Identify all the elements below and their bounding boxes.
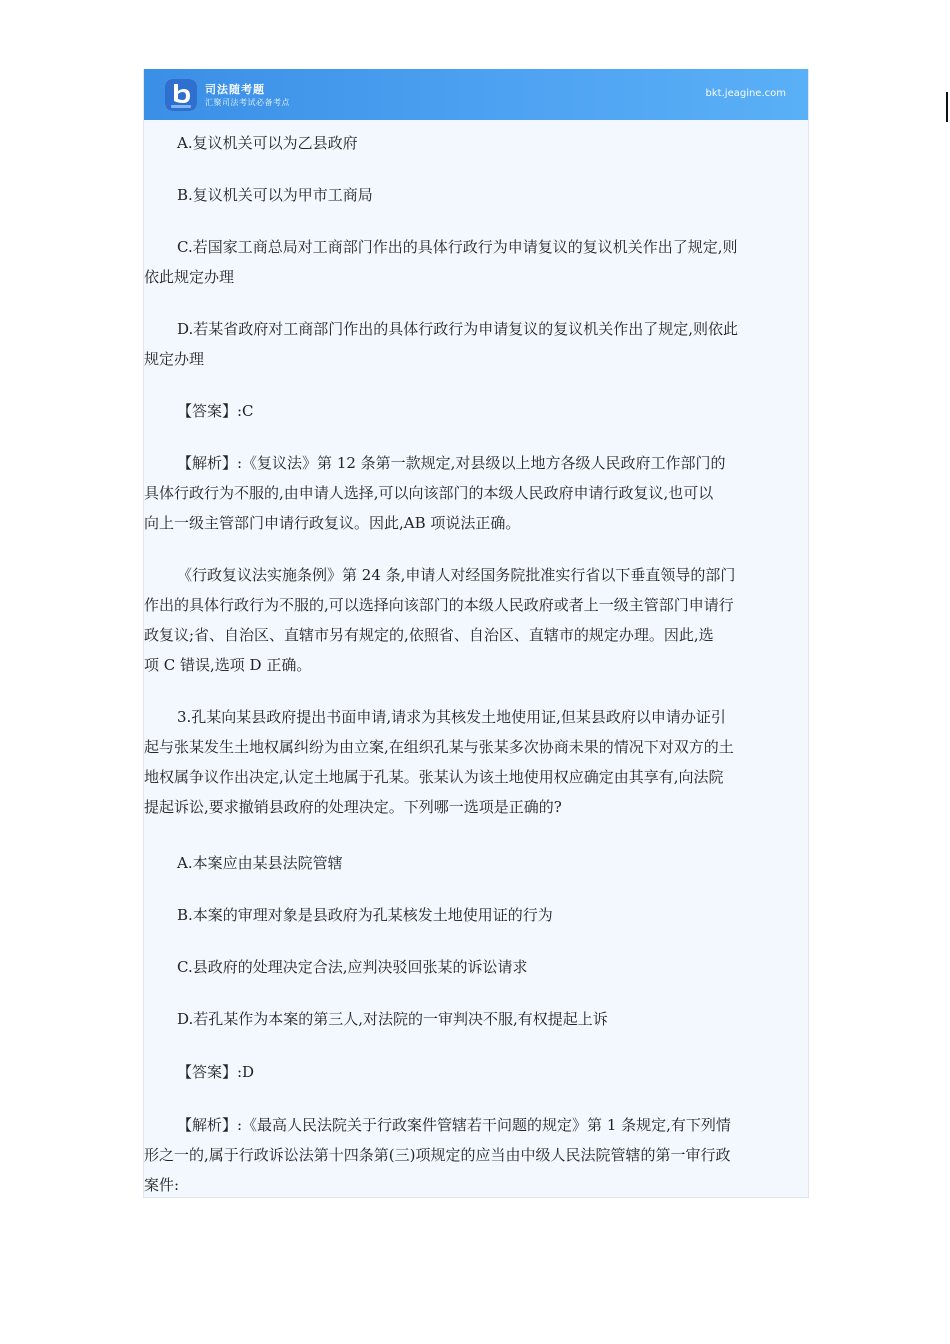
q2-option-c: C.若国家工商总局对工商部门作出的具体行政行为申请复议的复议机关作出了规定,则 依此规定办理 (144, 238, 738, 286)
q2-option-a: A.复议机关可以为乙县政府 (177, 134, 358, 152)
q2-analysis: 【解析】:《复议法》第 12 条第一款规定,对县级以上地方各级人民政府工作部门的 具体行政行为不服的,由申请人选择,可以向该部门的本级人民政府申请行政复议,也可以 向上一级主管部门申请行政复议。因此,AB 项说法正确。 (144, 454, 726, 532)
document-page (143, 69, 809, 1198)
q3-option-d: D.若孔某作为本案的第三人,对法院的一审判决不服,有权提起上诉 (177, 1010, 608, 1028)
q3-option-a: A.本案应由某县法院管辖 (177, 854, 343, 872)
q3-option-c: C.县政府的处理决定合法,应判决驳回张某的诉讼请求 (177, 958, 528, 976)
brand-tagline: 汇聚司法考试必备考点 (205, 98, 290, 107)
q3-analysis: 【解析】:《最高人民法院关于行政案件管辖若干问题的规定》第 1 条规定,有下列情 形之一的,属于行政诉讼法第十四条第(三)项规定的应当由中级人民法院管辖的第一审行政 案件: (144, 1116, 731, 1194)
q2-analysis-regulation: 《行政复议法实施条例》第 24 条,申请人对经国务院批准实行省以下垂直领导的部门 作出的具体行政行为不服的,可以选择向该部门的本级人民政府或者上一级主管部门申请行 政复议;省、自治区、直辖市另有规定的,依照省、自治区、直辖市的规定办理。因此,选 项 C 错误,选项 D 正确。 (144, 566, 736, 674)
q3-answer: 【答案】:D (177, 1063, 255, 1081)
q2-option-b: B.复议机关可以为甲市工商局 (177, 186, 373, 204)
q2-option-d: D.若某省政府对工商部门作出的具体行政行为申请复议的复议机关作出了规定,则依此 规定办理 (144, 320, 739, 368)
b-letter-logo-icon (165, 79, 197, 111)
site-url[interactable]: bkt.jeagine.com (705, 88, 786, 99)
page-edge-mark (946, 92, 948, 122)
q2-answer: 【答案】:C (177, 402, 254, 420)
q3-stem: 3.孔某向某县政府提出书面申请,请求为其核发土地使用证,但某县政府以申请办证引 起与张某发生土地权属纠纷为由立案,在组织孔某与张某多次协商未果的情况下对双方的土 地权属争议作出决定,认定土地属于孔某。张某认为该土地使用权应确定由其享有,向法院 提起诉讼,要求撤销县政府的处理决定。下列哪一选项是正确的? (144, 708, 734, 816)
q3-option-b: B.本案的审理对象是县政府为孔某核发土地使用证的行为 (177, 906, 553, 924)
header-banner (144, 69, 808, 120)
brand-name: 司法随考题 (205, 83, 265, 96)
